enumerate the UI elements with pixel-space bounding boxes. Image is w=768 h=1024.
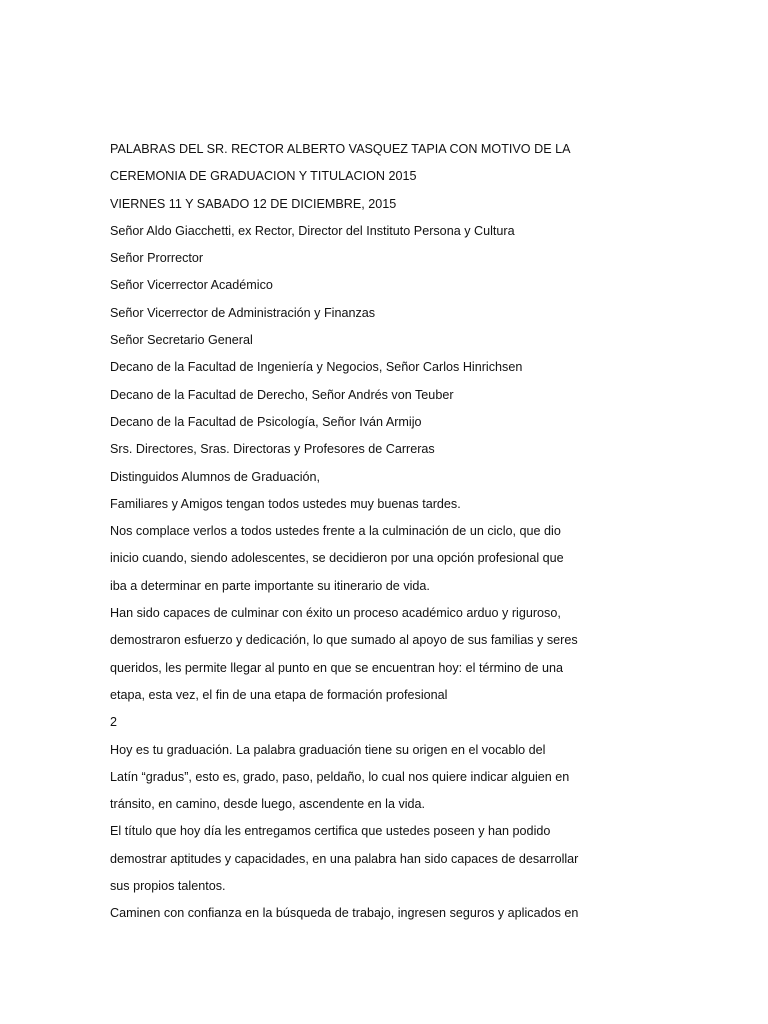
salutation-line: Srs. Directores, Sras. Directoras y Profesores de Carreras: [110, 442, 435, 457]
speech-text: [110, 136, 710, 928]
salutation-line: Decano de la Facultad de Derecho, Señor Andrés von Teuber: [110, 387, 454, 402]
body-line: Nos complace verlos a todos ustedes frente a la culminación de un ciclo, que dio: [110, 524, 561, 539]
body-line: sus propios talentos.: [110, 879, 226, 894]
date-line: VIERNES 11 Y SABADO 12 DE DICIEMBRE, 2015: [110, 196, 397, 211]
salutation-line: Señor Aldo Giacchetti, ex Rector, Director del Instituto Persona y Cultura: [110, 223, 515, 238]
salutation-line: Familiares y Amigos tengan todos ustedes muy buenas tardes.: [110, 496, 461, 511]
title-line: PALABRAS DEL SR. RECTOR ALBERTO VASQUEZ TAPIA CON MOTIVO DE LA: [110, 142, 571, 156]
body-line: demostraron esfuerzo y dedicación, lo que sumado al apoyo de sus familias y seres: [110, 633, 578, 648]
body-line: El título que hoy día les entregamos certifica que ustedes poseen y han podido: [110, 824, 551, 839]
body-line: iba a determinar en parte importante su itinerario de vida.: [110, 578, 430, 593]
body-line: Han sido capaces de culminar con éxito un proceso académico arduo y riguroso,: [110, 606, 561, 621]
salutation-line: Señor Secretario General: [110, 333, 253, 348]
salutation-line: Decano de la Facultad de Ingeniería y Negocios, Señor Carlos Hinrichsen: [110, 360, 523, 375]
salutation-line: Señor Vicerrector de Administración y Finanzas: [110, 305, 376, 320]
page-number: 2: [110, 715, 118, 730]
body-line: Caminen con confianza en la búsqueda de trabajo, ingresen seguros y aplicados en: [110, 906, 579, 921]
body-line: tránsito, en camino, desde luego, ascendente en la vida.: [110, 797, 426, 812]
body-line: demostrar aptitudes y capacidades, en una palabra han sido capaces de desarrollar: [110, 851, 579, 866]
salutation-line: Señor Prorrector: [110, 251, 204, 266]
body-line: inicio cuando, siendo adolescentes, se decidieron por una opción profesional que: [110, 551, 564, 566]
body-line: Hoy es tu graduación. La palabra graduación tiene su origen en el vocablo del: [110, 742, 546, 757]
body-line: Latín “gradus”, esto es, grado, paso, peldaño, lo cual nos quiere indicar alguien en: [110, 769, 570, 784]
body-line: etapa, esta vez, el fin de una etapa de formación profesional: [110, 687, 448, 702]
title-line: CEREMONIA DE GRADUACION Y TITULACION 2015: [110, 169, 417, 184]
salutation-line: Señor Vicerrector Académico: [110, 278, 273, 293]
body-line: queridos, les permite llegar al punto en que se encuentran hoy: el término de una: [110, 660, 563, 675]
salutation-line: Distinguidos Alumnos de Graduación,: [110, 469, 321, 484]
salutation-line: Decano de la Facultad de Psicología, Señor Iván Armijo: [110, 414, 422, 429]
